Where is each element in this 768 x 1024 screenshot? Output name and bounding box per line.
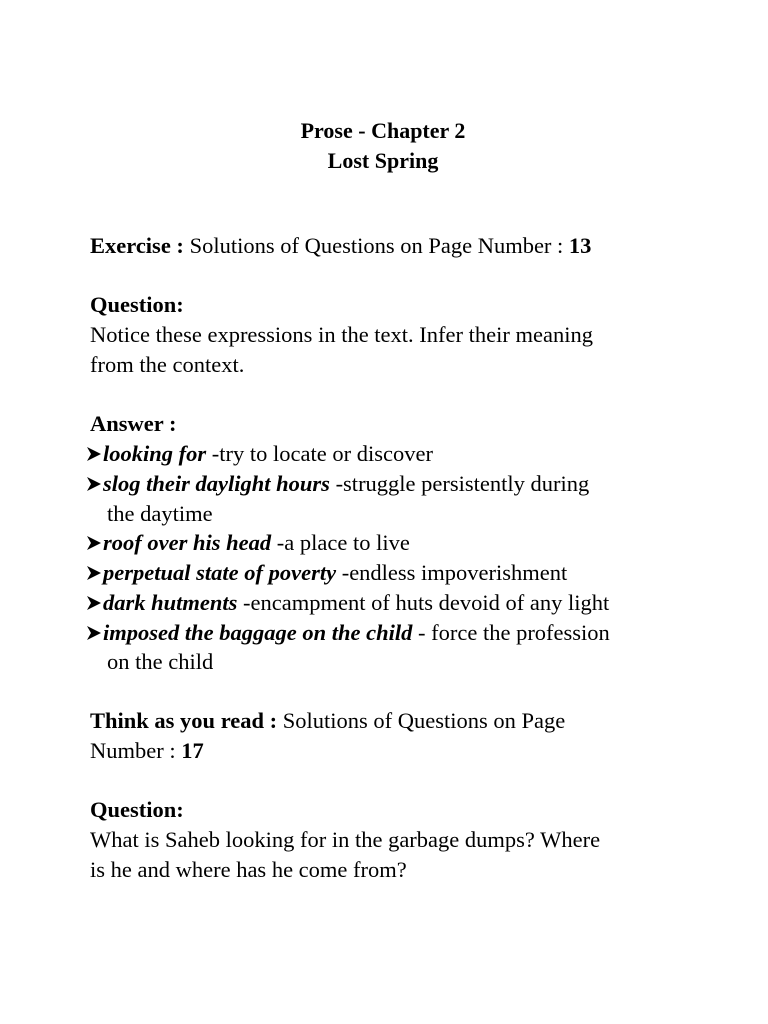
answer-term: perpetual state of poverty [103, 560, 337, 585]
answer-meaning: -encampment of huts devoid of any light [237, 590, 610, 615]
answer-continuation: the daytime [107, 501, 213, 526]
arrow-bullet-icon [86, 622, 103, 644]
exercise-text: Solutions of Questions on Page Number : [183, 233, 569, 258]
arrow-bullet-icon [86, 562, 103, 584]
question-2-label: Question: [90, 797, 184, 822]
question-2-line-1: What is Saheb looking for in the garbage dumps? Where [90, 827, 601, 852]
answer-term: looking for [103, 441, 207, 466]
arrow-bullet-icon [86, 473, 103, 495]
answer-term: slog their daylight hours [103, 471, 330, 496]
chapter-heading: Prose - Chapter 2 [300, 118, 466, 143]
answer-meaning: -a place to live [271, 530, 410, 555]
answer-meaning: -struggle persistently during [329, 471, 590, 496]
answer-meaning: -try to locate or discover [206, 441, 433, 466]
answer-term: roof over his head [103, 530, 272, 555]
answer-item [86, 528, 410, 558]
answer-item [86, 469, 589, 499]
question-1-label: Question: [90, 292, 184, 317]
answer-item [86, 618, 610, 648]
exercise-label: Exercise : [90, 233, 184, 258]
answer-continuation: on the child [107, 649, 214, 674]
answer-term: imposed the baggage on the child [103, 620, 413, 645]
think-line-2 [90, 736, 204, 766]
question-2-line-2: is he and where has he come from? [90, 857, 407, 882]
think-line-1 [90, 706, 565, 736]
answer-meaning: -endless impoverishment [336, 560, 568, 585]
question-1-line-1: Notice these expressions in the text. Infer their meaning [90, 322, 593, 347]
answer-item [86, 588, 609, 618]
think-label: Think as you read : [90, 708, 278, 733]
arrow-bullet-icon [86, 443, 103, 465]
exercise-page-number: 13 [568, 233, 592, 258]
answer-meaning: - force the profession [412, 620, 610, 645]
answer-item [86, 558, 567, 588]
think-page-number: 17 [181, 738, 204, 763]
think-text: Solutions of Questions on Page [277, 708, 566, 733]
question-1-line-2: from the context. [90, 352, 245, 377]
exercise-line [90, 231, 591, 261]
answer-term: dark hutments [103, 590, 238, 615]
think-line-2-text: Number : [90, 738, 182, 763]
answer-item [86, 439, 433, 469]
answer-label: Answer : [90, 411, 177, 436]
arrow-bullet-icon [86, 532, 103, 554]
chapter-title: Lost Spring [327, 148, 439, 173]
arrow-bullet-icon [86, 592, 103, 614]
